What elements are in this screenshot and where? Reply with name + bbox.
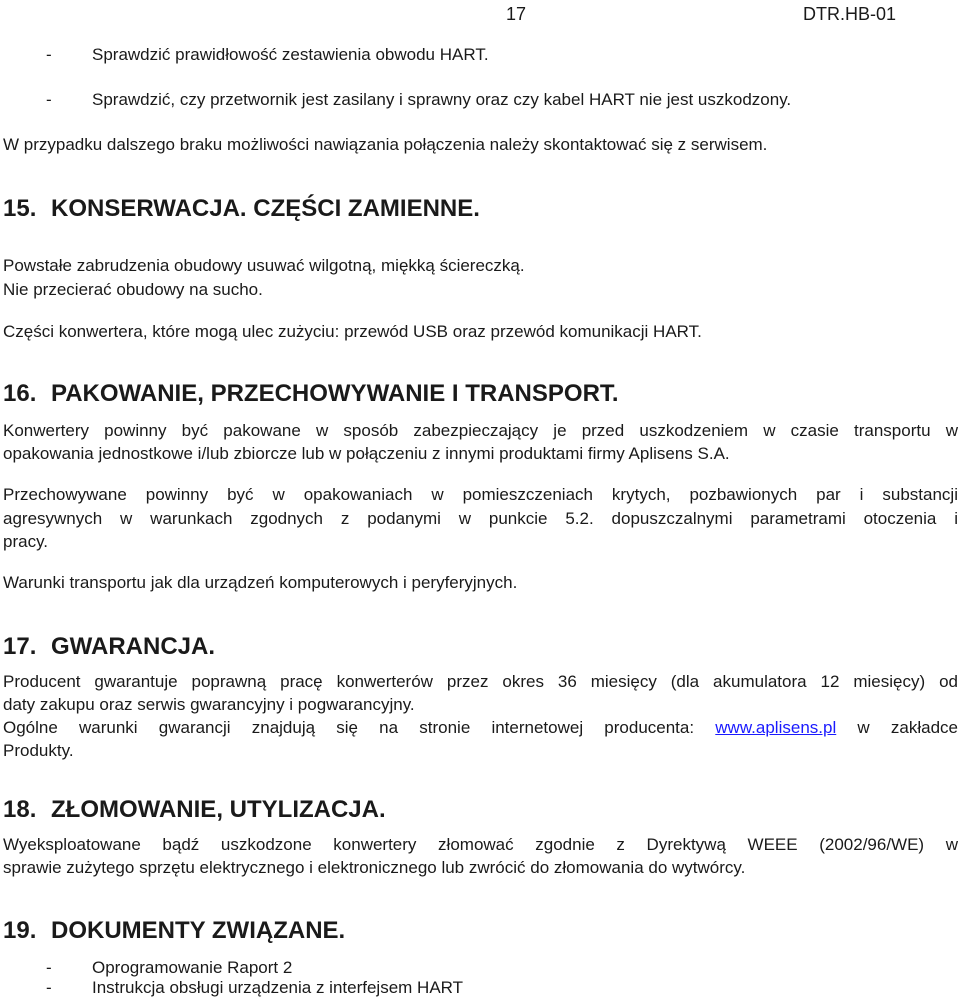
- section-17-p2-text: Ogólne warunki gwarancji znajdują się na stronie internetowej producenta:: [3, 718, 695, 737]
- intro-paragraph: W przypadku dalszego braku możliwości nawiązania połączenia należy skontaktować się z serwisem.: [3, 135, 768, 154]
- section-18-p1-line-2: sprawie zużytego sprzętu elektrycznego i elektronicznego lub zwrócić do złomowania do wytwórcy.: [3, 858, 746, 877]
- section-15-title: KONSERWACJA. CZĘŚCI ZAMIENNE.: [51, 195, 480, 222]
- section-19-item-1-text: Oprogramowanie Raport 2: [92, 958, 293, 977]
- document-code: DTR.HB-01: [803, 4, 897, 24]
- section-18-p1-line-1: Wyeksploatowane bądź uszkodzone konwertery złomować zgodnie z Dyrektywą WEEE (2002/96/WE) w: [3, 835, 958, 854]
- aplisens-website-link[interactable]: www.aplisens.pl: [715, 718, 837, 737]
- bullet-marker: -: [46, 958, 52, 977]
- section-16-title: PAKOWANIE, PRZECHOWYWANIE I TRANSPORT.: [51, 380, 619, 407]
- section-15-line-1: Powstałe zabrudzenia obudowy usuwać wilgotną, miękką ściereczką.: [3, 256, 525, 275]
- section-17-p1-line-2: daty zakupu oraz serwis gwarancyjny i pogwarancyjny.: [3, 695, 415, 714]
- section-16-p2-line-2: agresywnych w warunkach zgodnych z podanymi w punkcie 5.2. dopuszczalnymi parametrami otoczenia i: [3, 509, 958, 528]
- section-19-item-2-text: Instrukcja obsługi urządzenia z interfejsem HART: [92, 978, 464, 997]
- intro-bullet-1: [46, 45, 489, 65]
- section-19-item-1: [46, 958, 292, 978]
- section-17-number: 17.: [3, 633, 37, 660]
- section-17-p2-line-2: Produkty.: [3, 741, 74, 760]
- section-18-number: 18.: [3, 796, 37, 823]
- section-16-p1-line-1: Konwertery powinny być pakowane w sposób zabezpieczający je przed uszkodzeniem w czasie transportu w: [3, 421, 958, 440]
- section-17-title: GWARANCJA.: [51, 633, 216, 660]
- intro-bullet-2-text: Sprawdzić, czy przetwornik jest zasilany i sprawny oraz czy kabel HART nie jest uszkodzony.: [92, 90, 792, 109]
- section-16-p3: Warunki transportu jak dla urządzeń komputerowych i peryferyjnych.: [3, 573, 518, 592]
- bullet-marker: -: [46, 45, 52, 64]
- section-17-heading: [3, 633, 215, 661]
- section-16-number: 16.: [3, 380, 37, 407]
- section-15-heading: [3, 195, 480, 223]
- section-18-heading: [3, 796, 386, 824]
- bullet-marker: -: [46, 90, 52, 109]
- section-19-heading: [3, 917, 345, 945]
- section-19-number: 19.: [3, 917, 37, 944]
- section-18-title: ZŁOMOWANIE, UTYLIZACJA.: [51, 796, 386, 823]
- section-17-p2-line-1: [3, 717, 958, 739]
- section-16-heading: [3, 380, 619, 408]
- section-16-p1-line-2: opakowania jednostkowe i/lub zbiorcze lub w połączeniu z innymi produktami firmy Aplisens S.A.: [3, 444, 730, 463]
- section-15-number: 15.: [3, 195, 37, 222]
- intro-bullet-2: [46, 90, 791, 110]
- intro-bullet-1-text: Sprawdzić prawidłowość zestawienia obwodu HART.: [92, 45, 489, 64]
- section-16-p2-line-1: Przechowywane powinny być w opakowaniach w pomieszczeniach krytych, pozbawionych par i substancji: [3, 485, 958, 504]
- section-17-p1-line-1: Producent gwarantuje poprawną pracę konwerterów przez okres 36 miesięcy (dla akumulatora 12 miesięcy) od: [3, 672, 958, 691]
- section-19-title: DOKUMENTY ZWIĄZANE.: [51, 917, 346, 944]
- page-number: 17: [506, 4, 527, 24]
- section-15-line-3: Części konwertera, które mogą ulec zużyciu: przewód USB oraz przewód komunikacji HART.: [3, 322, 702, 341]
- section-19-item-2: [46, 978, 463, 998]
- section-15-line-2: Nie przecierać obudowy na sucho.: [3, 280, 263, 299]
- bullet-marker: -: [46, 978, 52, 997]
- section-17-p2-text-after: w zakładce: [857, 718, 958, 737]
- section-16-p2-line-3: pracy.: [3, 532, 49, 551]
